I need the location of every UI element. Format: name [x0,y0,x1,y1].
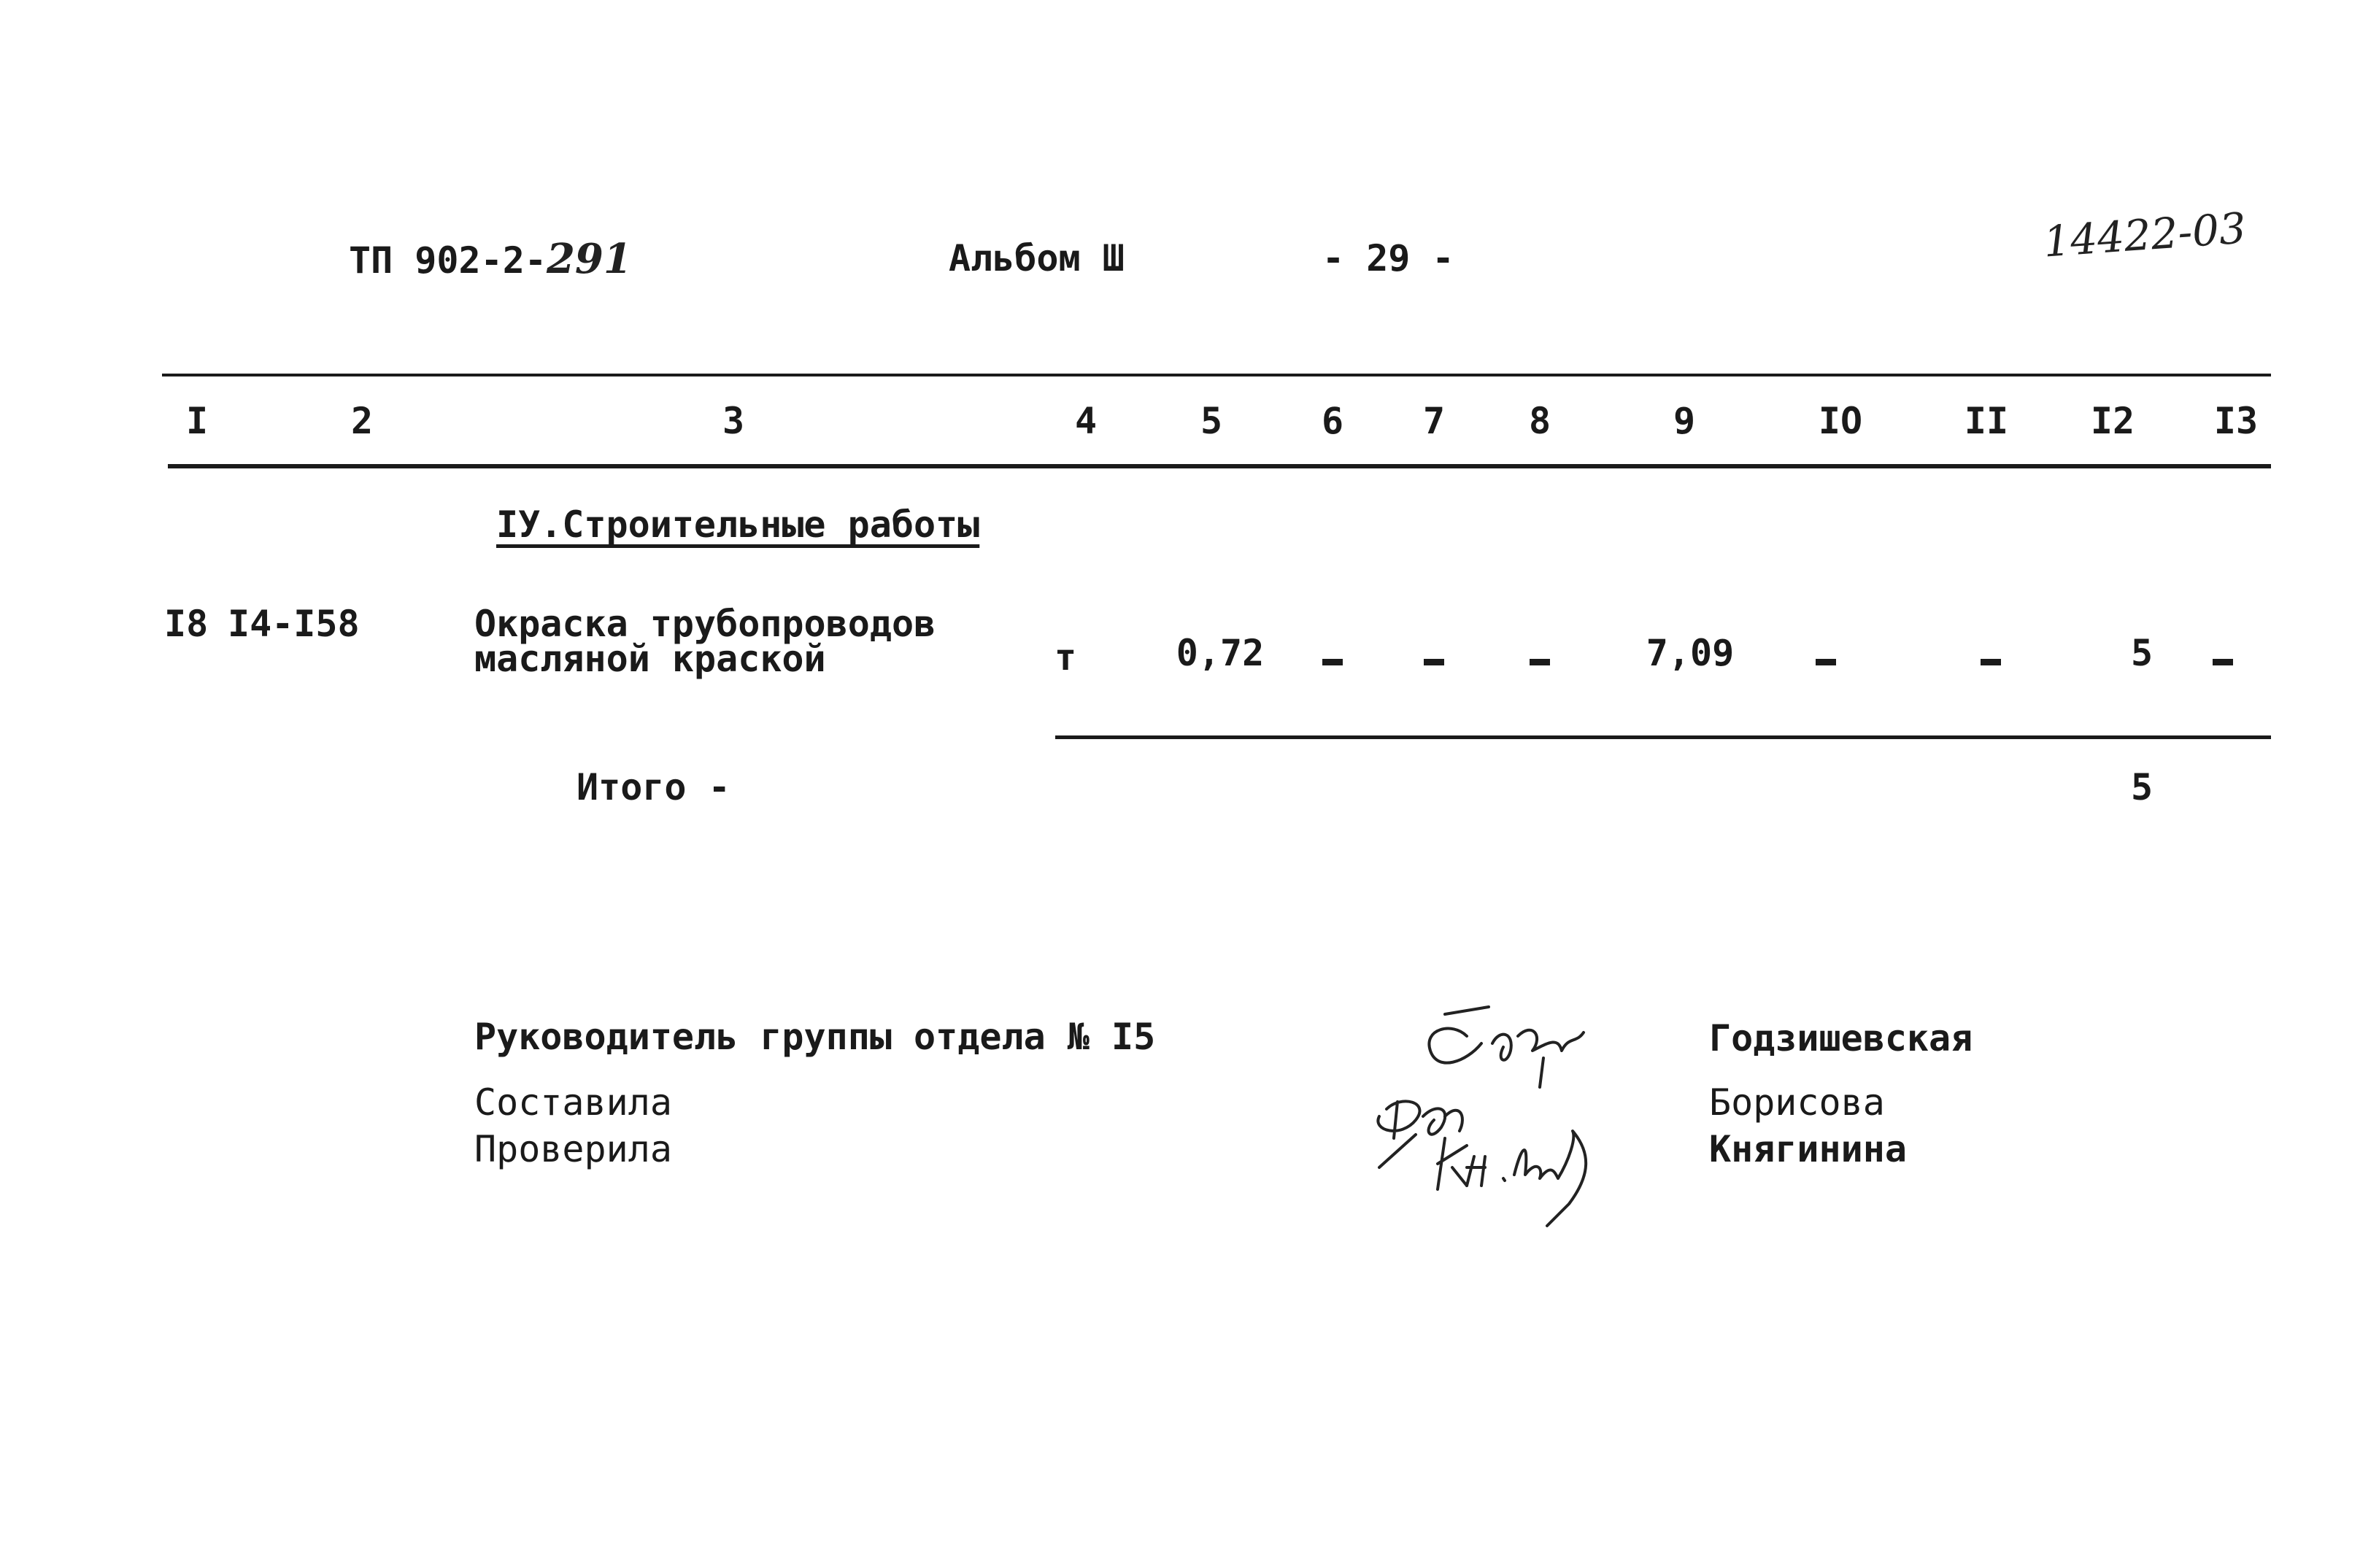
total-value: 5 [2130,766,2154,808]
archive-number: 14422-03 [2041,203,2248,267]
album-label: Альбом Ш [949,237,1125,279]
total-label: Итого - [577,766,730,808]
column-number: 3 [722,400,745,442]
row-dash-col8 [1530,659,1550,665]
document-code [349,235,632,283]
row-name-line1: Окраска трубопроводов [474,603,936,645]
row-dash-col7 [1424,659,1444,665]
signature-checked [1438,1131,1586,1226]
row-number: I8 [164,603,209,645]
row-quantity: 0,72 [1176,632,1265,674]
table-header-rule [168,464,2271,468]
row-unit: т [1054,636,1077,679]
total-rule [1055,735,2271,739]
column-number: 5 [1200,400,1223,442]
row-code: I4-I58 [228,603,360,645]
name-compiled: Борисова [1709,1081,1885,1124]
role-checked: Проверила [474,1128,672,1170]
signature-head [1429,1007,1584,1087]
name-checked: Княгинина [1709,1128,1907,1170]
row-dash-col6 [1322,659,1343,665]
row-col12-value: 5 [2130,632,2154,674]
column-number: 7 [1422,400,1446,442]
name-group-head: Годзишевская [1709,1017,1973,1059]
column-number: 6 [1321,400,1344,442]
column-number: II [1964,400,2009,442]
column-number: I2 [2090,400,2135,442]
document-code-prefix: ТП 902-2- [349,239,547,282]
column-number: 8 [1528,400,1551,442]
column-number: 4 [1074,400,1098,442]
role-compiled: Составила [474,1081,672,1124]
column-number: I3 [2213,400,2259,442]
row-dash-col10 [1816,659,1836,665]
handwritten-signatures [1357,992,1678,1233]
document-code-handwritten: 291 [546,235,632,283]
row-dash-col11 [1981,659,2001,665]
section-title: IУ.Строительные работы [496,503,980,546]
row-col9-value: 7,09 [1646,632,1735,674]
row-dash-col13 [2213,659,2233,665]
table-top-rule [162,374,2271,376]
column-number: I [185,400,209,442]
role-group-head: Руководитель группы отдела № I5 [474,1016,1156,1058]
page-number: - 29 - [1322,237,1454,279]
column-number: 2 [350,400,374,442]
column-number: IO [1818,400,1863,442]
column-number: 9 [1673,400,1696,442]
row-name-line2: масляной краской [474,638,826,680]
